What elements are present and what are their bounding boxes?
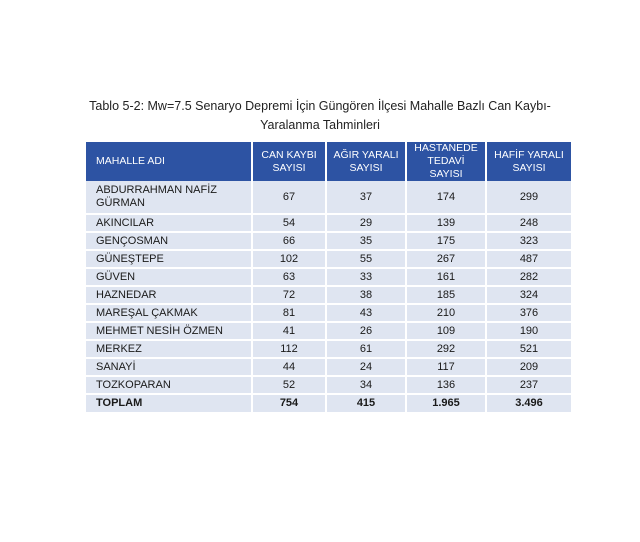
hafif-yarali-value: 376 bbox=[486, 304, 571, 322]
agir-yarali-value: 26 bbox=[326, 322, 406, 340]
hafif-yarali-value: 487 bbox=[486, 250, 571, 268]
mahalle-name: AKINCILAR bbox=[86, 214, 252, 232]
can-kaybi-value: 63 bbox=[252, 268, 326, 286]
hastanede-tedavi-value: 210 bbox=[406, 304, 486, 322]
mahalle-name: GENÇOSMAN bbox=[86, 232, 252, 250]
table-row bbox=[86, 376, 571, 394]
header-hastanede-tedavi: HASTANEDE TEDAVİ SAYISI bbox=[406, 142, 486, 181]
table-row bbox=[86, 268, 571, 286]
mahalle-name: HAZNEDAR bbox=[86, 286, 252, 304]
hafif-yarali-value: 299 bbox=[486, 181, 571, 214]
mahalle-name: GÜNEŞTEPE bbox=[86, 250, 252, 268]
hafif-yarali-value: 324 bbox=[486, 286, 571, 304]
can-kaybi-value: 52 bbox=[252, 376, 326, 394]
can-kaybi-value: 72 bbox=[252, 286, 326, 304]
hafif-yarali-value: 521 bbox=[486, 340, 571, 358]
hastanede-tedavi-value: 175 bbox=[406, 232, 486, 250]
mahalle-name: ABDURRAHMAN NAFİZ GÜRMAN bbox=[86, 181, 252, 214]
table-row bbox=[86, 250, 571, 268]
total-hastanede-tedavi: 1.965 bbox=[406, 394, 486, 413]
agir-yarali-value: 33 bbox=[326, 268, 406, 286]
hastanede-tedavi-value: 292 bbox=[406, 340, 486, 358]
header-row bbox=[86, 142, 571, 181]
can-kaybi-value: 112 bbox=[252, 340, 326, 358]
header-mahalle-adi: MAHALLE ADI bbox=[86, 142, 252, 181]
hastanede-tedavi-value: 174 bbox=[406, 181, 486, 214]
agir-yarali-value: 38 bbox=[326, 286, 406, 304]
table-row bbox=[86, 214, 571, 232]
hafif-yarali-value: 209 bbox=[486, 358, 571, 376]
agir-yarali-value: 35 bbox=[326, 232, 406, 250]
hastanede-tedavi-value: 139 bbox=[406, 214, 486, 232]
can-kaybi-value: 102 bbox=[252, 250, 326, 268]
can-kaybi-value: 66 bbox=[252, 232, 326, 250]
hastanede-tedavi-value: 161 bbox=[406, 268, 486, 286]
table-row bbox=[86, 286, 571, 304]
agir-yarali-value: 34 bbox=[326, 376, 406, 394]
agir-yarali-value: 55 bbox=[326, 250, 406, 268]
hafif-yarali-value: 282 bbox=[486, 268, 571, 286]
caption-line-1: Tablo 5-2: Mw=7.5 Senaryo Depremi İçin Güngören İlçesi Mahalle Bazlı Can Kaybı- bbox=[89, 99, 551, 113]
table-row bbox=[86, 358, 571, 376]
header-hafif-yarali: HAFİF YARALI SAYISI bbox=[486, 142, 571, 181]
can-kaybi-value: 44 bbox=[252, 358, 326, 376]
hafif-yarali-value: 248 bbox=[486, 214, 571, 232]
can-kaybi-value: 81 bbox=[252, 304, 326, 322]
total-label: TOPLAM bbox=[86, 394, 252, 413]
total-hafif-yarali: 3.496 bbox=[486, 394, 571, 413]
agir-yarali-value: 37 bbox=[326, 181, 406, 214]
can-kaybi-value: 54 bbox=[252, 214, 326, 232]
can-kaybi-value: 67 bbox=[252, 181, 326, 214]
mahalle-name: MEHMET NESİH ÖZMEN bbox=[86, 322, 252, 340]
table-row bbox=[86, 304, 571, 322]
mahalle-name: GÜVEN bbox=[86, 268, 252, 286]
mahalle-name: SANAYİ bbox=[86, 358, 252, 376]
hafif-yarali-value: 190 bbox=[486, 322, 571, 340]
mahalle-name: TOZKOPARAN bbox=[86, 376, 252, 394]
hastanede-tedavi-value: 136 bbox=[406, 376, 486, 394]
hafif-yarali-value: 237 bbox=[486, 376, 571, 394]
hastanede-tedavi-value: 109 bbox=[406, 322, 486, 340]
can-kaybi-value: 41 bbox=[252, 322, 326, 340]
table-row bbox=[86, 181, 571, 214]
mahalle-name: MAREŞAL ÇAKMAK bbox=[86, 304, 252, 322]
hastanede-tedavi-value: 117 bbox=[406, 358, 486, 376]
agir-yarali-value: 61 bbox=[326, 340, 406, 358]
mahalle-name: MERKEZ bbox=[86, 340, 252, 358]
agir-yarali-value: 29 bbox=[326, 214, 406, 232]
total-row bbox=[86, 394, 571, 413]
table-caption bbox=[60, 97, 580, 135]
total-agir-yarali: 415 bbox=[326, 394, 406, 413]
casualty-table bbox=[86, 142, 571, 414]
hastanede-tedavi-value: 185 bbox=[406, 286, 486, 304]
total-can-kaybi: 754 bbox=[252, 394, 326, 413]
hastanede-tedavi-value: 267 bbox=[406, 250, 486, 268]
table-row bbox=[86, 232, 571, 250]
agir-yarali-value: 24 bbox=[326, 358, 406, 376]
header-can-kaybi: CAN KAYBI SAYISI bbox=[252, 142, 326, 181]
table-row bbox=[86, 340, 571, 358]
hafif-yarali-value: 323 bbox=[486, 232, 571, 250]
caption-line-2: Yaralanma Tahminleri bbox=[260, 118, 380, 132]
header-agir-yarali: AĞIR YARALI SAYISI bbox=[326, 142, 406, 181]
table-row bbox=[86, 322, 571, 340]
agir-yarali-value: 43 bbox=[326, 304, 406, 322]
